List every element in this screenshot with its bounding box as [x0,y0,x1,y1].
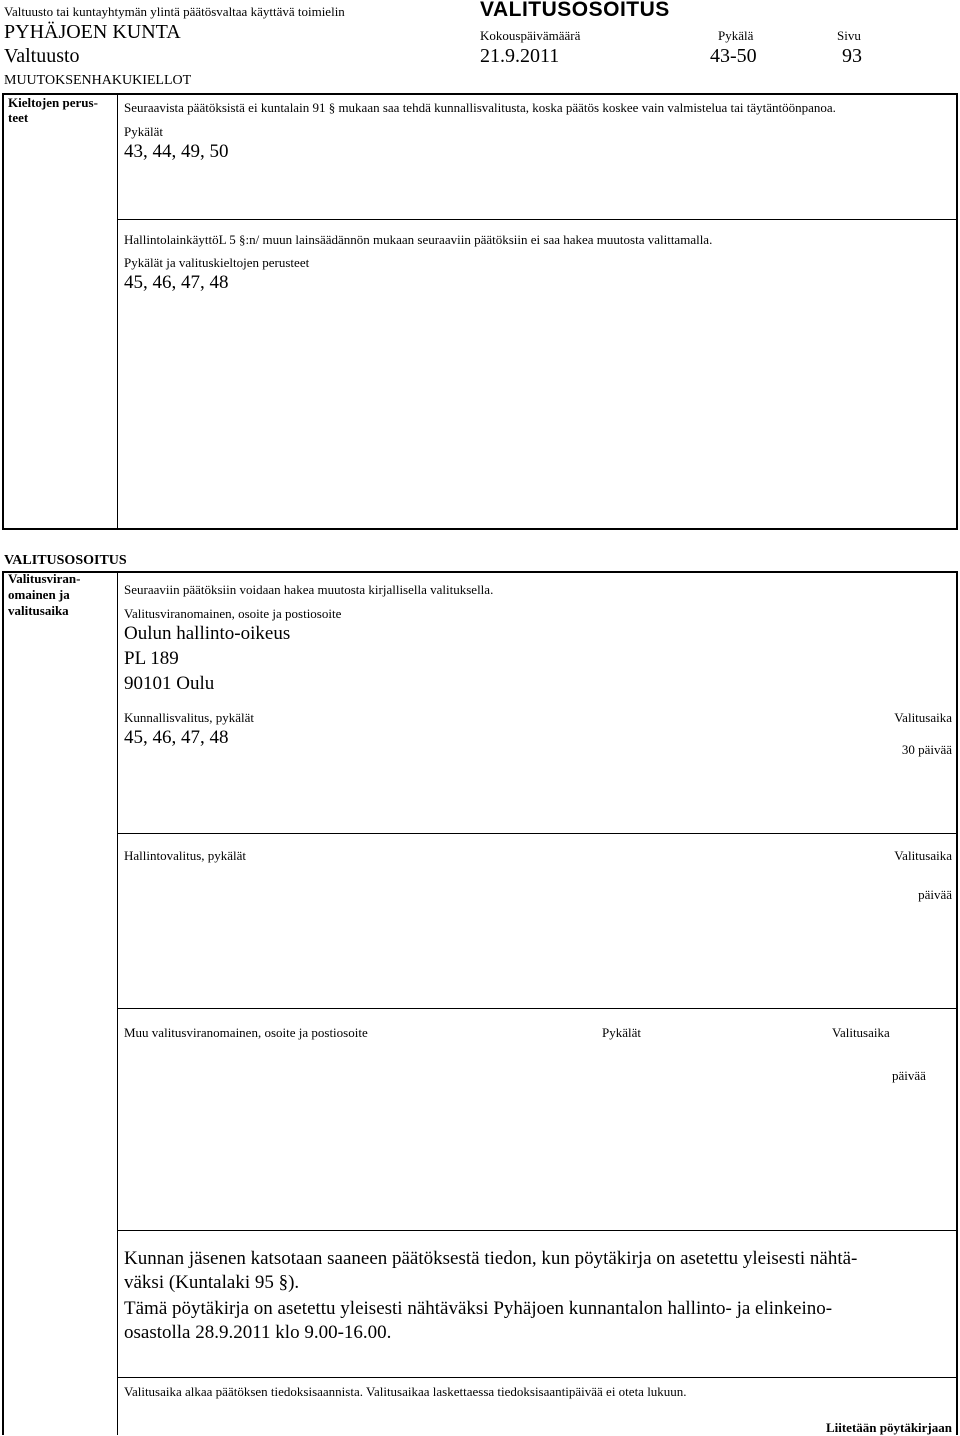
admin-prohibition-sections: 45, 46, 47, 48 [124,272,229,293]
admin-prohibition-sections-label: Pykälät ja valituskieltojen perusteet [124,255,310,270]
prohibitions-heading: MUUTOKSENHAKUKIELLOT [4,73,192,88]
other-time: päivää [892,1068,926,1083]
attachment-note: Liitetään pöytäkirjaan [825,1420,952,1435]
municipality-name: PYHÄJOEN KUNTA [4,21,181,43]
prohibitions-side-label-1: Kieltojen perus- [8,95,98,110]
municipal-prohibition-sections: 43, 44, 49, 50 [124,141,229,162]
other-authority-label: Muu valitusviranomainen, osoite ja postiosoite [124,1025,368,1040]
appeal-authority-postcode: 90101 Oulu [124,673,215,694]
section-label: Pykälä [718,28,754,43]
page-label: Sivu [837,28,861,43]
appeal-authority-name: Oulun hallinto-oikeus [124,623,291,644]
notice-line-1: Kunnan jäsenen katsotaan saaneen päätöksestä tiedon, kun pöytäkirja on asetettu yleisesti nähtä- [124,1248,858,1269]
document-title: VALITUSOSOITUS [480,0,670,21]
municipal-prohibition-sections-label: Pykälät [124,124,163,139]
notice-line-3: Tämä pöytäkirja on asetettu yleisesti nähtäväksi Pyhäjoen kunnantalon hallinto- ja elinkeino- [124,1298,833,1319]
body-type-label: Valtuusto tai kuntayhtymän ylintä päätösvaltaa käyttävä toimielin [4,4,345,19]
other-sections-label: Pykälät [602,1025,641,1040]
admin-prohibition-text: HallintolainkäyttöL 5 §:n/ muun lainsäädännön mukaan seuraaviin päätöksiin ei saa hakea muutosta valittamalla. [124,232,713,247]
meeting-date: 21.9.2011 [480,45,560,67]
meeting-date-label: Kokouspäivämäärä [480,28,581,43]
municipal-prohibition-text: Seuraavista päätöksistä ei kuntalain 91 § mukaan saa tehdä kunnallisvalitusta, koska päätös koskee vain valmistelua tai täytäntöönpanoa. [124,100,836,115]
notice-line-4: osastolla 28.9.2011 klo 9.00-16.00. [124,1322,392,1343]
admin-appeal-time-label: Valitusaika [894,848,952,863]
appeal-intro: Seuraaviin päätöksiin voidaan hakea muutosta kirjallisella valituksella. [124,582,494,597]
other-time-label: Valitusaika [832,1025,890,1040]
notice-line-2: väksi (Kuntalaki 95 §). [124,1272,300,1293]
municipal-appeal-time: 30 päivää [901,742,952,757]
appeal-side-label-3: valitusaika [8,603,69,618]
municipal-appeal-sections: 45, 46, 47, 48 [124,727,229,748]
municipal-appeal-label: Kunnallisvalitus, pykälät [124,710,254,725]
appeal-heading: VALITUSOSOITUS [4,553,127,568]
admin-appeal-label: Hallintovalitus, pykälät [124,848,247,863]
admin-appeal-time: päivää [918,887,952,902]
body-name: Valtuusto [4,45,80,67]
municipal-appeal-time-label: Valitusaika [894,710,952,725]
appeal-side-label-2: omainen ja [8,587,70,602]
appeal-authority-label: Valitusviranomainen, osoite ja postiosoite [124,606,342,621]
page-number: 93 [842,45,862,67]
timing-note: Valitusaika alkaa päätöksen tiedoksisaannista. Valitusaikaa laskettaessa tiedoksisaantipäivää ei oteta lukuun. [124,1384,687,1399]
appeal-authority-po-box: PL 189 [124,648,179,669]
section-numbers: 43-50 [710,45,757,67]
appeal-side-label-1: Valitusviran- [8,571,81,586]
prohibitions-side-label-2: teet [8,110,29,125]
